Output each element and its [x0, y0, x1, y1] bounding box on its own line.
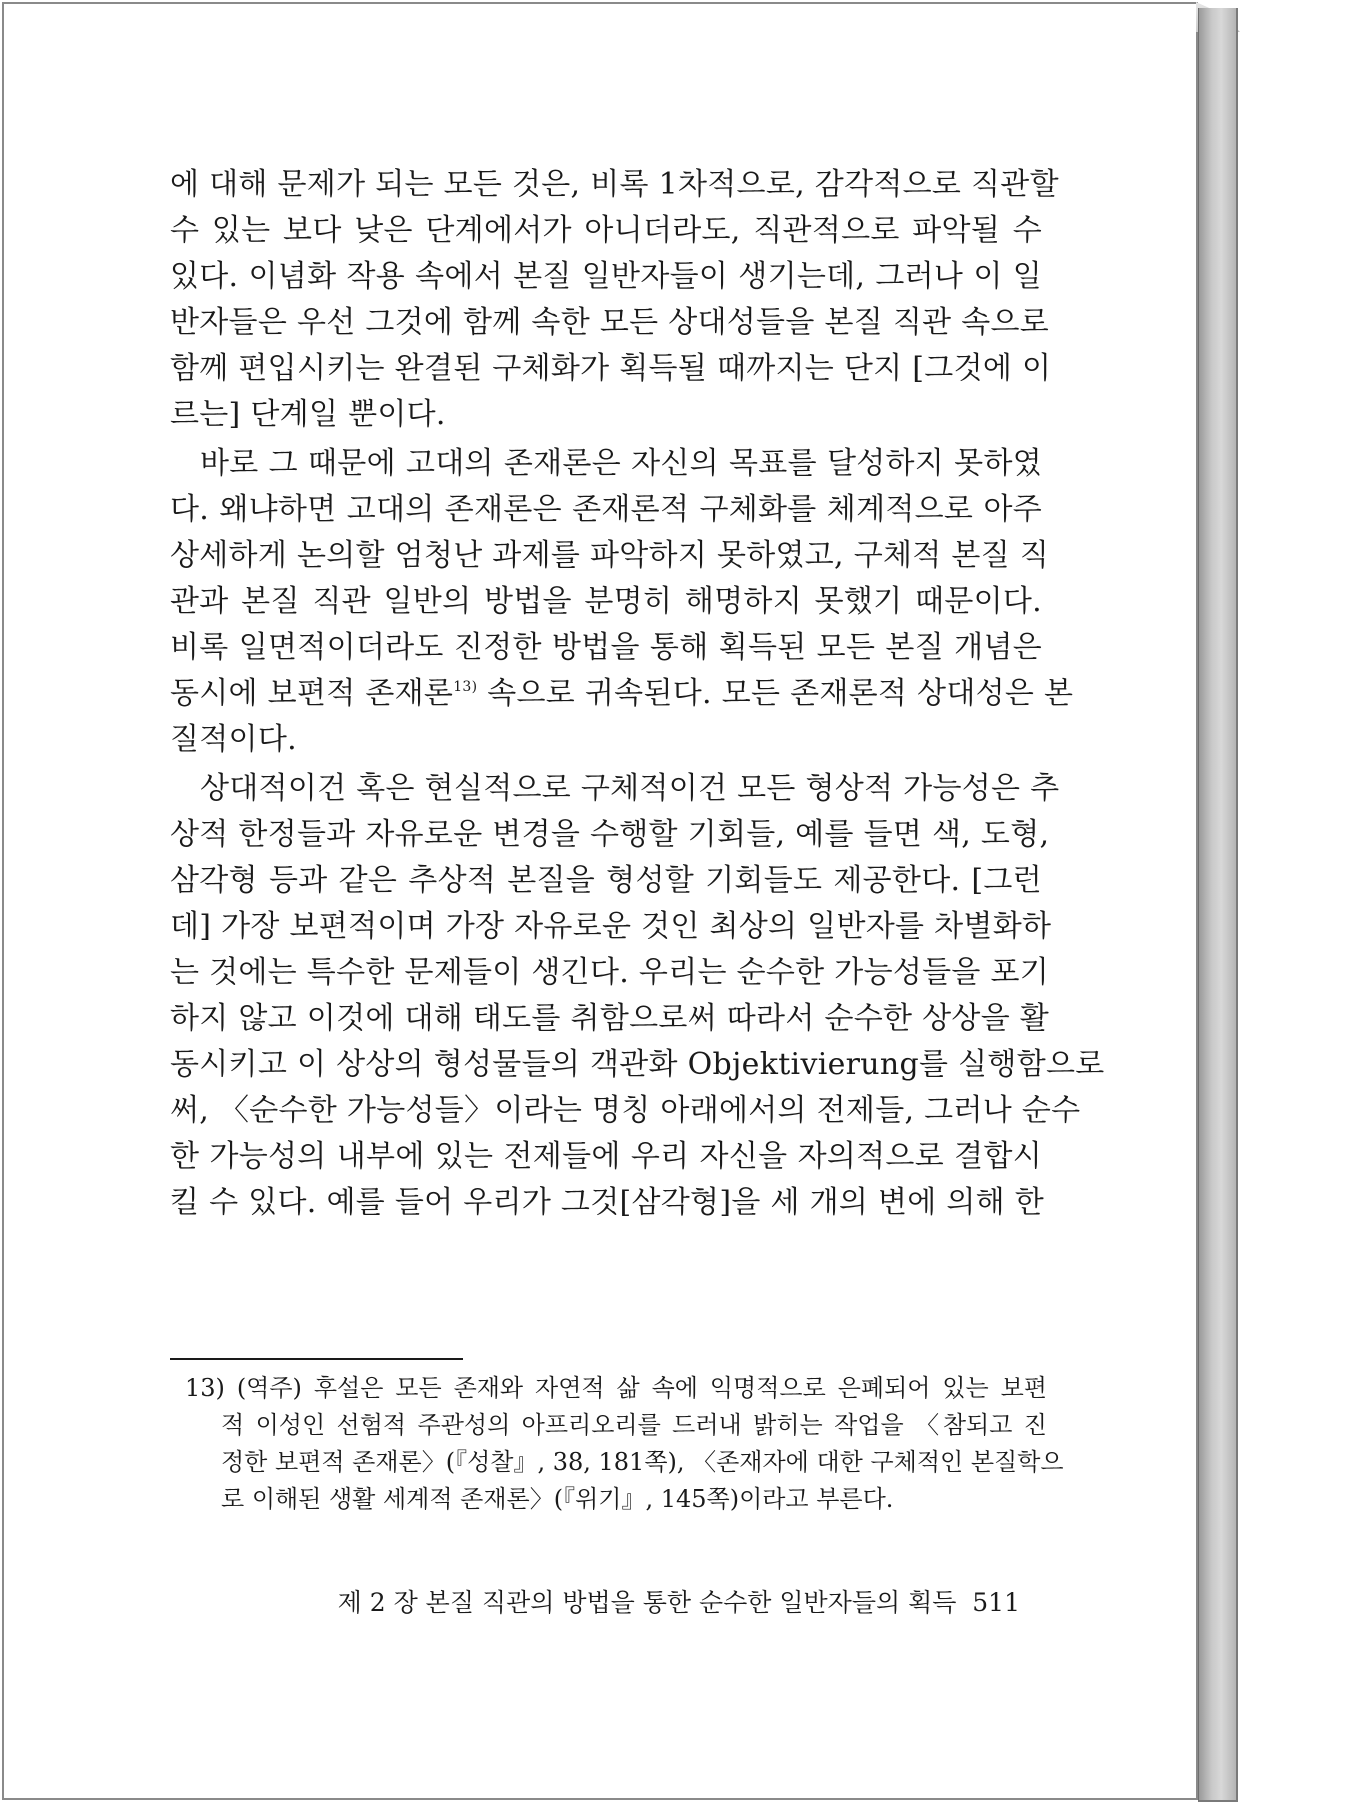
chapter-title: 제 2 장 본질 직관의 방법을 통한 순수한 일반자들의 획득 [337, 1588, 957, 1617]
text-line: 다. 왜냐하면 고대의 존재론은 존재론적 구체화를 체계적으로 아주 [170, 492, 1042, 527]
footnote-divider [170, 1358, 463, 1360]
text-line: 는 것에는 특수한 문제들이 생긴다. 우리는 순수한 가능성들을 포기 [170, 955, 1050, 990]
text-line: 킬 수 있다. 예를 들어 우리가 그것[삼각형]을 세 개의 변에 의해 한 [170, 1185, 1045, 1220]
page-stack-edge [1198, 8, 1238, 1802]
footnote-line: 로 이해된 생활 세계적 존재론〉(『위기』, 145쪽)이라고 부른다. [221, 1485, 894, 1513]
text-line: 써, 〈순수한 가능성들〉이라는 명칭 아래에서의 전제들, 그러나 순수 [170, 1093, 1081, 1128]
footnote-marker: 13) [453, 679, 478, 695]
text-line: 수 있는 보다 낮은 단계에서가 아니더라도, 직관적으로 파악될 수 [170, 213, 1042, 248]
text-line: 삼각형 등과 같은 추상적 본질을 형성할 기회들도 제공한다. [그런 [170, 863, 1042, 898]
footnote-line: 적 이성인 선험적 주관성의 아프리오리를 드러내 밝히는 작업을 〈참되고 진 [221, 1411, 1047, 1439]
text-line-with-footnote [170, 671, 1074, 717]
footnote-line: 13) (역주) 후설은 모든 존재와 자연적 삶 속에 익명적으로 은폐되어 있는 보편 [185, 1374, 1047, 1402]
text-fragment: 동시에 보편적 존재론 [170, 676, 454, 711]
text-line: 데] 가장 보편적이며 가장 자유로운 것인 최상의 일반자를 차별화하 [170, 909, 1052, 944]
text-line: 동시키고 이 상상의 형성물들의 객관화 Objektivierung를 실행함으로 [170, 1047, 1105, 1082]
text-line: 하지 않고 이것에 대해 태도를 취함으로써 따라서 순수한 상상을 활 [170, 1001, 1050, 1036]
page-number: 511 [972, 1588, 1020, 1617]
footnote [185, 1370, 1064, 1518]
text-line: 르는] 단계일 뿐이다. [170, 397, 446, 432]
running-footer [320, 1588, 1020, 1618]
text-line: 반자들은 우선 그것에 함께 속한 모든 상대성들을 본질 직관 속으로 [170, 305, 1050, 340]
text-line: 있다. 이념화 작용 속에서 본질 일반자들이 생기는데, 그러나 이 일 [170, 259, 1042, 294]
footnote-line: 정한 보편적 존재론〉(『성찰』, 38, 181쪽), 〈존재자에 대한 구체적인 본질학으 [221, 1448, 1064, 1476]
text-line: 상적 한정들과 자유로운 변경을 수행할 기회들, 예를 들면 색, 도형, [170, 817, 1050, 852]
text-line: 관과 본질 직관 일반의 방법을 분명히 해명하지 못했기 때문이다. [170, 584, 1042, 619]
text-line: 비록 일면적이더라도 진정한 방법을 통해 획득된 모든 본질 개념은 [170, 630, 1042, 665]
text-line: 상세하게 논의할 엄청난 과제를 파악하지 못하였고, 구체적 본질 직 [170, 538, 1050, 573]
text-line: 상대적이건 혹은 현실적으로 구체적이건 모든 형상적 가능성은 추 [200, 771, 1060, 806]
text-line: 한 가능성의 내부에 있는 전제들에 우리 자신을 자의적으로 결합시 [170, 1139, 1042, 1174]
text-line: 함께 편입시키는 완결된 구체화가 획득될 때까지는 단지 [그것에 이 [170, 351, 1052, 386]
text-fragment: 속으로 귀속된다. 모든 존재론적 상대성은 본 [477, 676, 1074, 711]
text-line: 바로 그 때문에 고대의 존재론은 자신의 목표를 달성하지 못하였 [200, 446, 1042, 481]
text-line: 에 대해 문제가 되는 모든 것은, 비록 1차적으로, 감각적으로 직관할 [170, 167, 1059, 202]
text-line: 질적이다. [170, 722, 297, 757]
body-text [170, 162, 1105, 1226]
